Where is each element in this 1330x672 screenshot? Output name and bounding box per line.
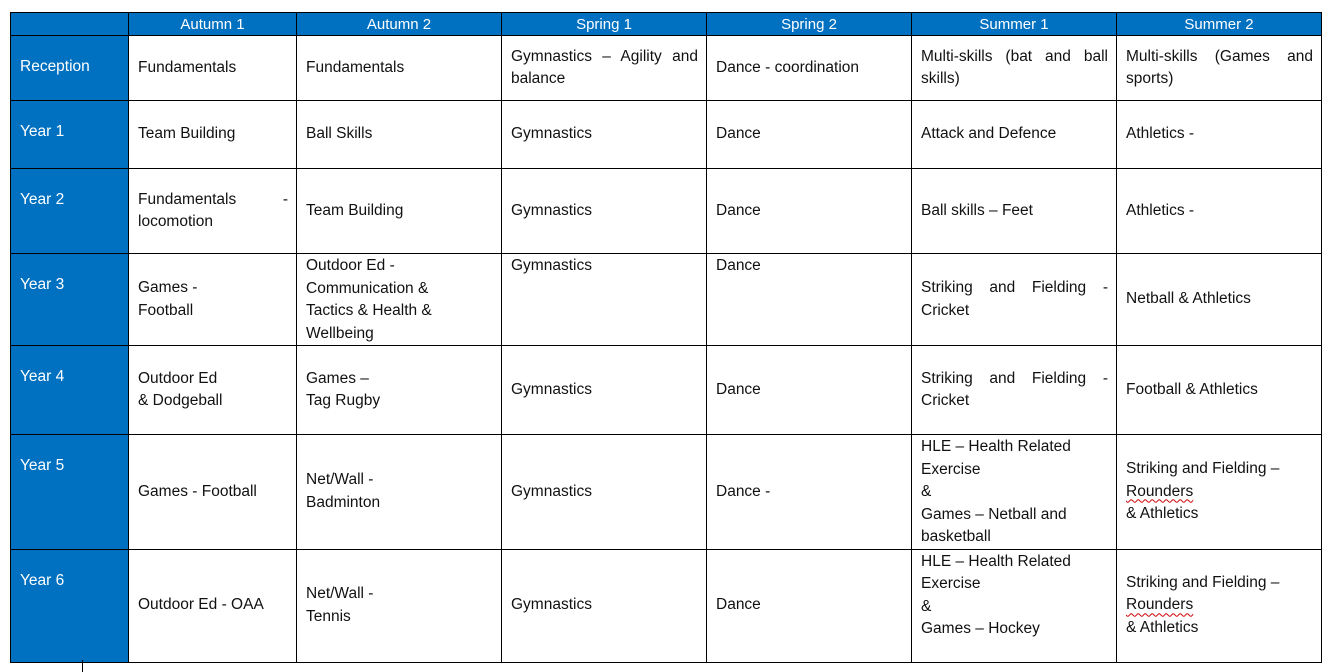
table-cell bbox=[707, 549, 912, 662]
cell-line: Fundamentals bbox=[138, 58, 237, 76]
table-cell bbox=[129, 254, 297, 346]
table-cell bbox=[707, 254, 912, 346]
cell-line: Gymnastics bbox=[511, 201, 592, 219]
cell-line: Striking and Fielding - Cricket bbox=[921, 279, 1108, 319]
cell-line: Games – Netball and bbox=[921, 505, 1067, 523]
cell-line bbox=[1126, 481, 1313, 504]
table-cell bbox=[129, 346, 297, 435]
table-cell bbox=[1117, 36, 1322, 101]
column-header: Summer 2 bbox=[1117, 13, 1322, 36]
curriculum-table bbox=[10, 12, 1322, 663]
cell-line: Dance bbox=[716, 201, 761, 219]
column-header: Autumn 1 bbox=[129, 13, 297, 36]
cell-line: Dance bbox=[716, 380, 761, 398]
table-cell bbox=[129, 101, 297, 169]
cell-line: Fundamentals - bbox=[138, 190, 288, 208]
column-header: Spring 2 bbox=[707, 13, 912, 36]
cell-line: Dance - coordination bbox=[716, 58, 860, 76]
cell-line: Badminton bbox=[306, 493, 381, 511]
row-header: Year 3 bbox=[11, 254, 129, 346]
table-cell bbox=[707, 169, 912, 254]
row-header: Reception bbox=[11, 36, 129, 101]
table-cell bbox=[912, 254, 1117, 346]
cell-line: Attack and Defence bbox=[921, 125, 1057, 143]
table-cell bbox=[129, 435, 297, 550]
table-cell bbox=[297, 346, 502, 435]
table-row bbox=[11, 346, 1322, 435]
table-cell bbox=[1117, 254, 1322, 346]
table-cell bbox=[912, 36, 1117, 101]
cell-line: Ball Skills bbox=[306, 125, 373, 143]
spellcheck-word: Rounders bbox=[1126, 482, 1194, 500]
cell-line: Gymnastics – Agility and balance bbox=[511, 47, 698, 87]
row-header: Year 5 bbox=[11, 435, 129, 550]
table-row bbox=[11, 101, 1322, 169]
cell-line: & Dodgeball bbox=[138, 392, 223, 409]
table-cell bbox=[129, 36, 297, 101]
column-header: Summer 1 bbox=[912, 13, 1117, 36]
cell-line: Tag Rugby bbox=[306, 392, 381, 409]
cell-line: Netball & Athletics bbox=[1126, 290, 1251, 308]
cell-line: Ball skills – Feet bbox=[921, 201, 1033, 219]
row-header: Year 4 bbox=[11, 346, 129, 435]
header-row bbox=[11, 13, 1322, 36]
cell-line: Outdoor Ed - OAA bbox=[138, 596, 264, 614]
text-cursor bbox=[82, 660, 83, 672]
cell-line: Net/Wall - bbox=[306, 471, 374, 489]
table-cell bbox=[912, 435, 1117, 550]
table-cell bbox=[502, 101, 707, 169]
cell-line: Gymnastics bbox=[511, 596, 592, 614]
table-cell bbox=[1117, 346, 1322, 435]
table-cell bbox=[297, 36, 502, 101]
cell-line: Communication & bbox=[306, 279, 429, 297]
table-row bbox=[11, 36, 1322, 101]
cell-line: Multi-skills (Games and sports) bbox=[1126, 47, 1313, 87]
table-cell bbox=[297, 435, 502, 550]
cell-line: Net/Wall - bbox=[306, 585, 374, 602]
table-cell bbox=[912, 549, 1117, 662]
table-cell bbox=[707, 101, 912, 169]
table-cell bbox=[129, 169, 297, 254]
table-cell bbox=[912, 101, 1117, 169]
table-cell bbox=[502, 549, 707, 662]
cell-line: & bbox=[921, 597, 932, 615]
cell-line: Football & Athletics bbox=[1126, 380, 1258, 398]
cell-line: Dance - bbox=[716, 482, 771, 500]
cell-line: & bbox=[921, 483, 932, 500]
cell-line: Athletics - bbox=[1126, 125, 1195, 143]
table-cell bbox=[502, 36, 707, 101]
cell-line: Football bbox=[138, 301, 194, 319]
cell-line: Outdoor Ed bbox=[138, 369, 218, 387]
cell-line: Games - Football bbox=[138, 482, 257, 500]
cell-line: Dance bbox=[716, 596, 761, 614]
cell-line: Multi-skills (bat and ball skills) bbox=[921, 47, 1108, 87]
table-cell bbox=[707, 36, 912, 101]
corner-cell bbox=[11, 13, 129, 36]
cell-line: Dance bbox=[716, 125, 761, 143]
spellcheck-word: Rounders bbox=[1126, 596, 1194, 614]
table-cell bbox=[502, 254, 707, 346]
table-cell bbox=[707, 346, 912, 435]
cell-line bbox=[1126, 594, 1313, 617]
table-cell bbox=[1117, 549, 1322, 662]
cell-line: & Athletics bbox=[1126, 505, 1199, 522]
cell-line: Wellbeing bbox=[306, 324, 374, 342]
cell-line: Team Building bbox=[306, 201, 404, 219]
table-row bbox=[11, 435, 1322, 550]
cell-line: Gymnastics bbox=[511, 482, 592, 500]
cell-line: Dance bbox=[716, 257, 761, 274]
cell-line: Games - bbox=[138, 279, 198, 296]
table-cell bbox=[297, 169, 502, 254]
cell-line: Exercise bbox=[921, 575, 981, 592]
table-cell bbox=[707, 435, 912, 550]
cell-line: HLE – Health Related bbox=[921, 552, 1071, 570]
cell-line: Athletics - bbox=[1126, 201, 1195, 219]
cell-line: Gymnastics bbox=[511, 125, 592, 143]
table-cell bbox=[297, 101, 502, 169]
table-cell bbox=[502, 346, 707, 435]
table-cell bbox=[912, 169, 1117, 254]
cell-line: Games – bbox=[306, 369, 369, 387]
cell-line: & Athletics bbox=[1126, 618, 1199, 636]
table-row bbox=[11, 549, 1322, 662]
cell-line: Fundamentals bbox=[306, 58, 405, 76]
row-header: Year 2 bbox=[11, 169, 129, 254]
cell-line: Gymnastics bbox=[511, 257, 592, 274]
cell-line: Striking and Fielding - Cricket bbox=[921, 369, 1108, 409]
cell-line: HLE – Health Related bbox=[921, 438, 1071, 455]
table-row bbox=[11, 169, 1322, 254]
cell-line: Outdoor Ed - bbox=[306, 257, 395, 274]
cell-line: Gymnastics bbox=[511, 380, 592, 398]
table-cell bbox=[1117, 169, 1322, 254]
cell-line: Striking and Fielding – bbox=[1126, 573, 1280, 591]
table-cell bbox=[297, 549, 502, 662]
table-cell bbox=[129, 549, 297, 662]
row-header: Year 1 bbox=[11, 101, 129, 169]
table-cell bbox=[502, 435, 707, 550]
cell-line: Tactics & Health & bbox=[306, 302, 432, 319]
table-cell bbox=[1117, 435, 1322, 550]
cell-line: Tennis bbox=[306, 607, 351, 625]
table-row bbox=[11, 254, 1322, 346]
cell-line: Team Building bbox=[138, 125, 236, 143]
cell-line: basketball bbox=[921, 528, 991, 545]
cell-line: locomotion bbox=[138, 213, 213, 230]
table-cell bbox=[912, 346, 1117, 435]
column-header: Spring 1 bbox=[502, 13, 707, 36]
cell-line: Games – Hockey bbox=[921, 620, 1040, 637]
table-cell bbox=[1117, 101, 1322, 169]
cell-line: Striking and Fielding – bbox=[1126, 460, 1280, 477]
column-header: Autumn 2 bbox=[297, 13, 502, 36]
table-cell bbox=[502, 169, 707, 254]
cell-line: Exercise bbox=[921, 460, 981, 478]
row-header: Year 6 bbox=[11, 549, 129, 662]
table-cell bbox=[297, 254, 502, 346]
